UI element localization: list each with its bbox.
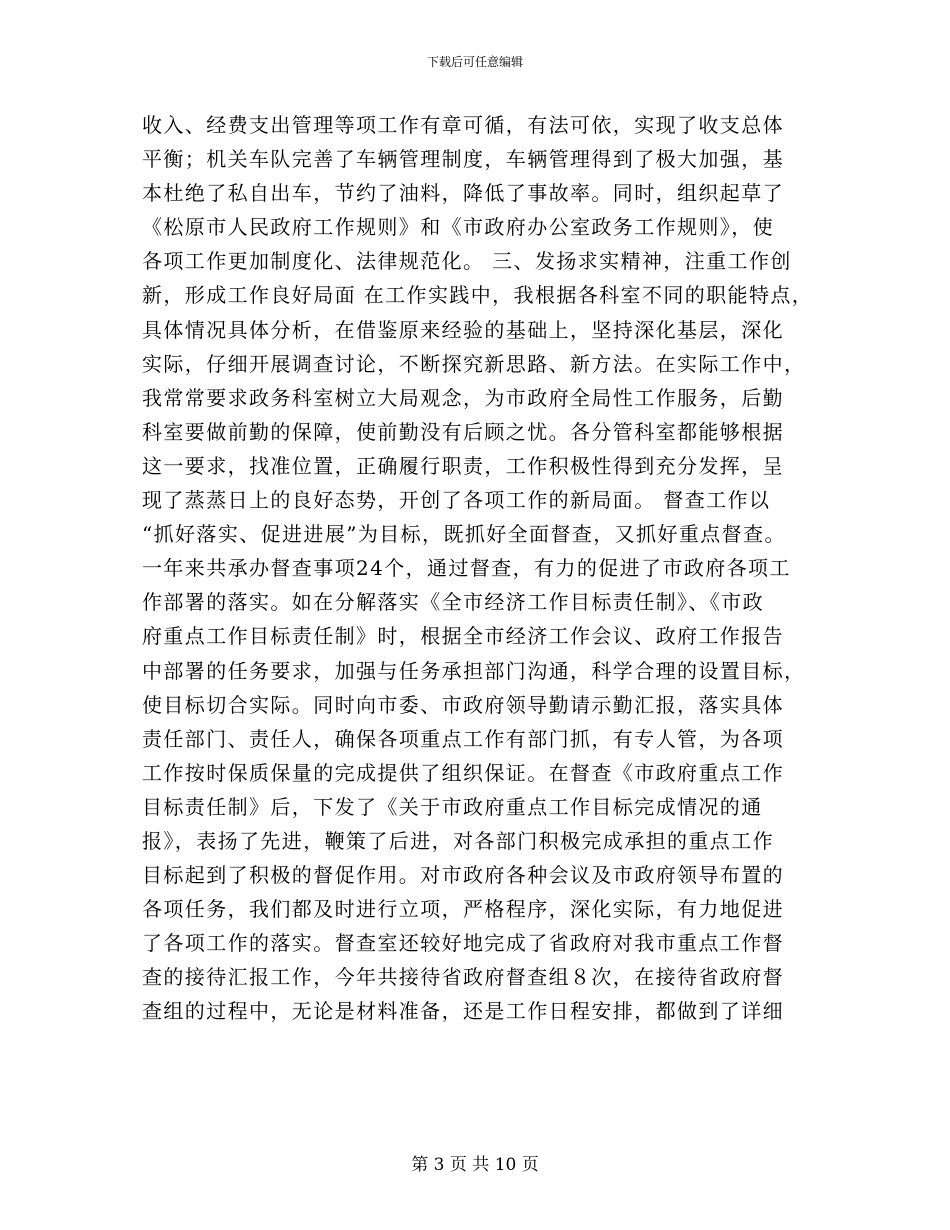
text-line: 中部署的任务要求，加强与任务承担部门沟通，科学合理的设置目标， — [142, 658, 806, 683]
text-line: 各项任务，我们都及时进行立项，严格程序，深化实际，有力地促进 — [142, 897, 784, 922]
body-text — [142, 108, 822, 1029]
page-footer: 第 3 页 共 10 页 — [411, 1155, 539, 1175]
text-line: 现了蒸蒸日上的良好态势，开创了各项工作的新局面。 督查工作以 — [142, 488, 771, 513]
text-line: 本杜绝了私自出车，节约了油料，降低了事故率。同时，组织起草了 — [142, 181, 784, 206]
text-line: 了各项工作的落实。督查室还较好地完成了省政府对我市重点工作督 — [142, 931, 784, 956]
text-line: “抓好落实、促进进展”为目标，既抓好全面督查，又抓好重点督查。 — [142, 522, 786, 547]
text-line: 查的接待汇报工作，今年共接待省政府督查组８次，在接待省政府督 — [142, 965, 784, 990]
text-line: 《松原市人民政府工作规则》和《市政府办公室政务工作规则》，使 — [142, 215, 774, 240]
text-line: 科室要做前勤的保障，使前勤没有后顾之忧。各分管科室都能够根据 — [142, 419, 784, 444]
text-line: 新，形成工作良好局面 在工作实践中，我根据各科室不同的职能特点， — [142, 283, 814, 308]
text-line: 作部署的落实。如在分解落实《全市经济工作目标责任制》、《市政 — [142, 590, 764, 615]
text-line: 一年来共承办督查事项24个，通过督查，有力的促进了市政府各项工 — [142, 556, 791, 581]
page-header: 下载后可任意编辑 — [426, 55, 523, 69]
text-line: 报》，表扬了先进，鞭策了后进，对各部门积极完成承担的重点工作 — [142, 828, 774, 853]
text-line: 府重点工作目标责任制》时，根据全市经济工作会议、政府工作报告 — [142, 624, 784, 649]
text-line: 责任部门、责任人，确保各项重点工作有部门抓，有专人管，为各项 — [142, 726, 784, 751]
text-line: 实际，仔细开展调查讨论，不断探究新思路、新方法。在实际工作中， — [142, 351, 806, 376]
text-line: 具体情况具体分析，在借鉴原来经验的基础上，坚持深化基层，深化 — [142, 317, 784, 342]
text-line: 各项工作更加制度化、法律规范化。 三、发扬求实精神，注重工作创 — [142, 249, 792, 274]
text-line: 目标责任制》后，下发了《关于市政府重点工作目标完成情况的通 — [142, 794, 763, 819]
text-line: 目标起到了积极的督促作用。对市政府各种会议及市政府领导布置的 — [142, 863, 784, 888]
text-line: 使目标切合实际。同时向市委、市政府领导勤请示勤汇报，落实具体 — [142, 692, 784, 717]
text-line: 查组的过程中，无论是材料准备，还是工作日程安排，都做到了详细 — [142, 999, 784, 1024]
text-line: 我常常要求政务科室树立大局观念，为市政府全局性工作服务，后勤 — [142, 385, 784, 410]
text-line: 这一要求，找准位置，正确履行职责，工作积极性得到充分发挥，呈 — [142, 453, 784, 478]
text-line: 平衡；机关车队完善了车辆管理制度，车辆管理得到了极大加强，基 — [142, 147, 784, 172]
text-line: 收入、经费支出管理等项工作有章可循，有法可依，实现了收支总体 — [142, 113, 784, 137]
text-line: 工作按时保质保量的完成提供了组织保证。在督查《市政府重点工作 — [142, 760, 784, 785]
